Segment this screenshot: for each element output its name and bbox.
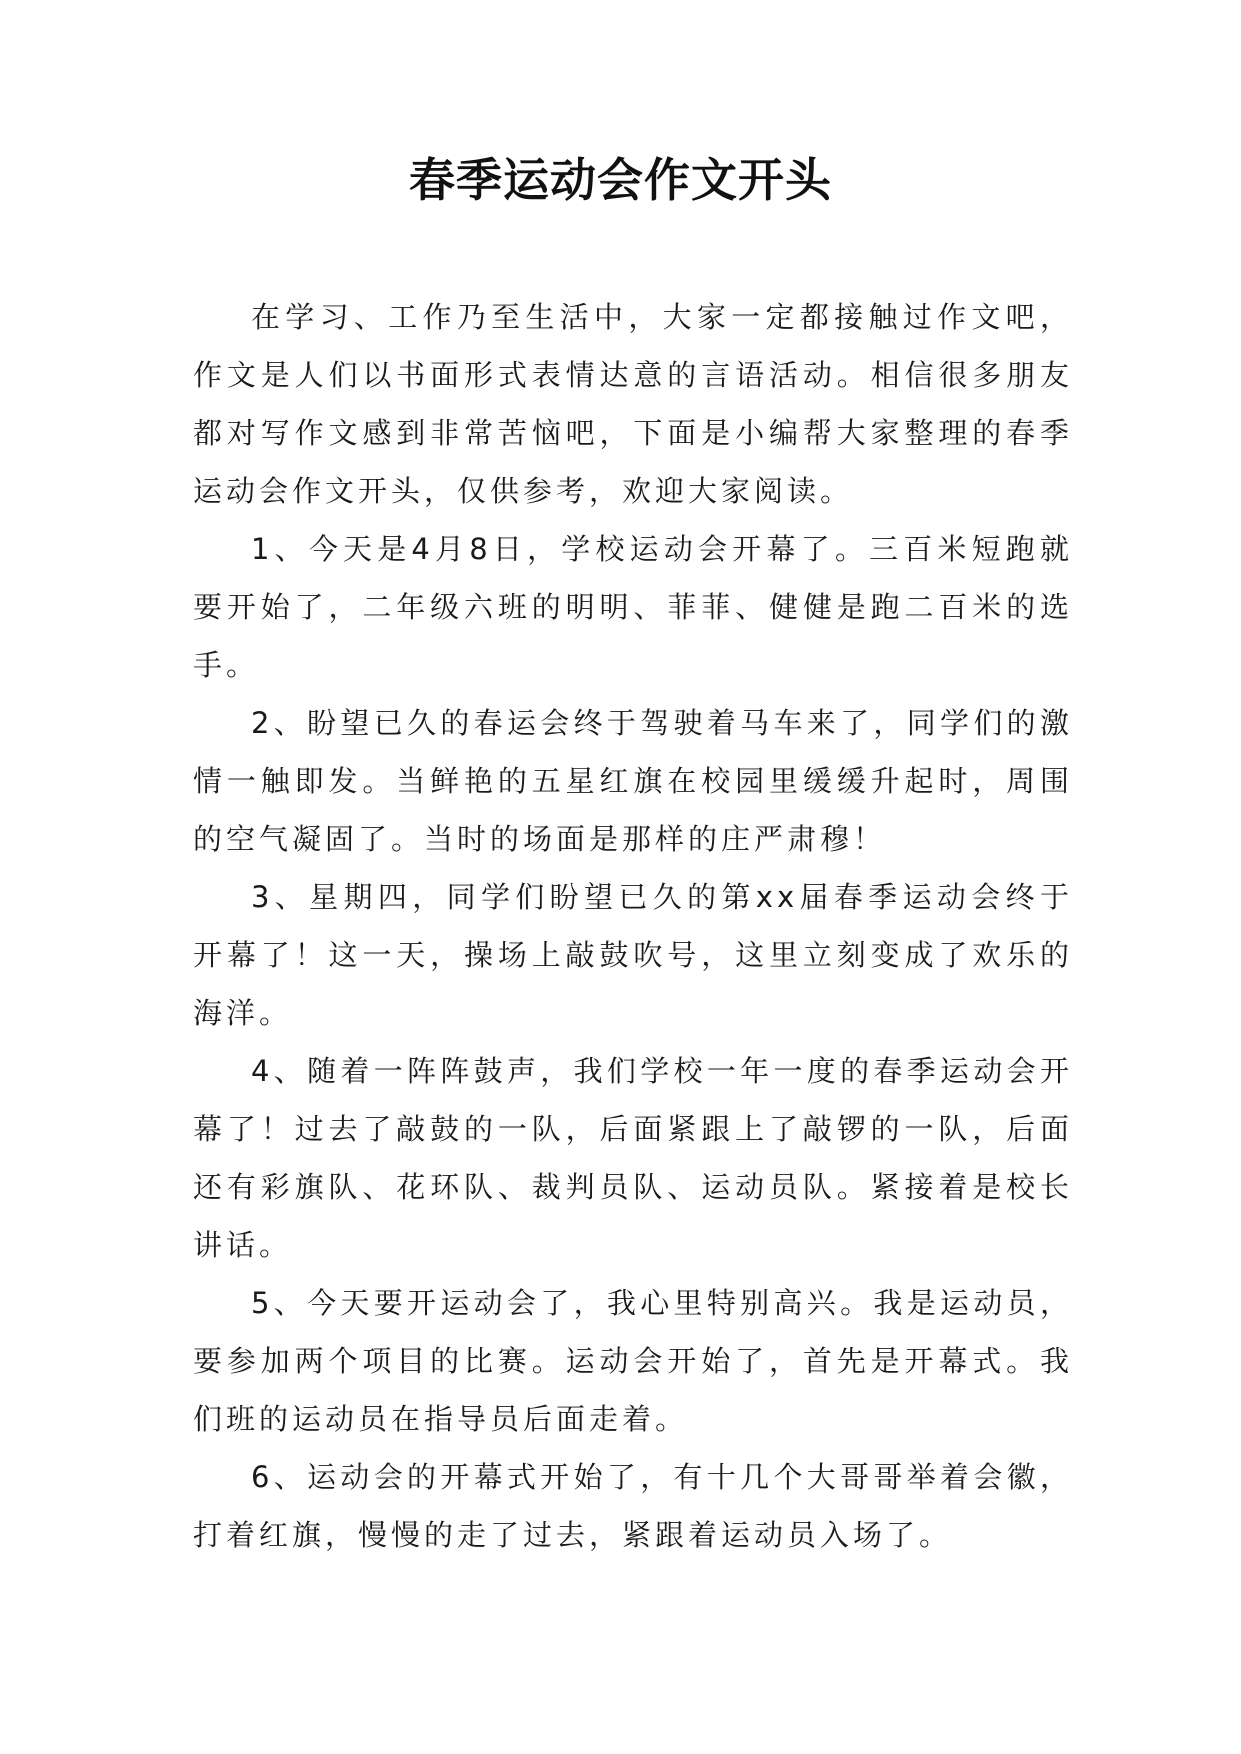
paragraph-4: 4、随着一阵阵鼓声，我们学校一年一度的春季运动会开幕了！过去了敲鼓的一队，后面紧跟上了敲锣的一队，后面还有彩旗队、花环队、裁判员队、运动员队。紧接着是校长讲话。: [193, 1054, 1073, 1262]
intro-paragraph: 在学习、工作乃至生活中，大家一定都接触过作文吧，作文是人们以书面形式表情达意的言语活动。相信很多朋友都对写作文感到非常苦恼吧，下面是小编帮大家整理的春季运动会作文开头，仅供参考，欢迎大家阅读。: [193, 300, 1073, 508]
document-title: 春季运动会作文开头: [409, 153, 832, 207]
paragraph-3: 3、星期四，同学们盼望已久的第xx届春季运动会终于开幕了！这一天，操场上敲鼓吹号，这里立刻变成了欢乐的海洋。: [193, 880, 1073, 1030]
paragraph-1: 1、今天是4月8日，学校运动会开幕了。三百米短跑就要开始了，二年级六班的明明、菲菲、健健是跑二百米的选手。: [193, 532, 1073, 682]
document-body: [193, 288, 1073, 1564]
paragraph-5: 5、今天要开运动会了，我心里特别高兴。我是运动员，要参加两个项目的比赛。运动会开始了，首先是开幕式。我们班的运动员在指导员后面走着。: [193, 1286, 1073, 1436]
paragraph-6: 6、运动会的开幕式开始了，有十几个大哥哥举着会徽，打着红旗，慢慢的走了过去，紧跟着运动员入场了。: [193, 1460, 1073, 1552]
paragraph-2: 2、盼望已久的春运会终于驾驶着马车来了，同学们的激情一触即发。当鲜艳的五星红旗在校园里缓缓升起时，周围的空气凝固了。当时的场面是那样的庄严肃穆！: [193, 706, 1073, 856]
